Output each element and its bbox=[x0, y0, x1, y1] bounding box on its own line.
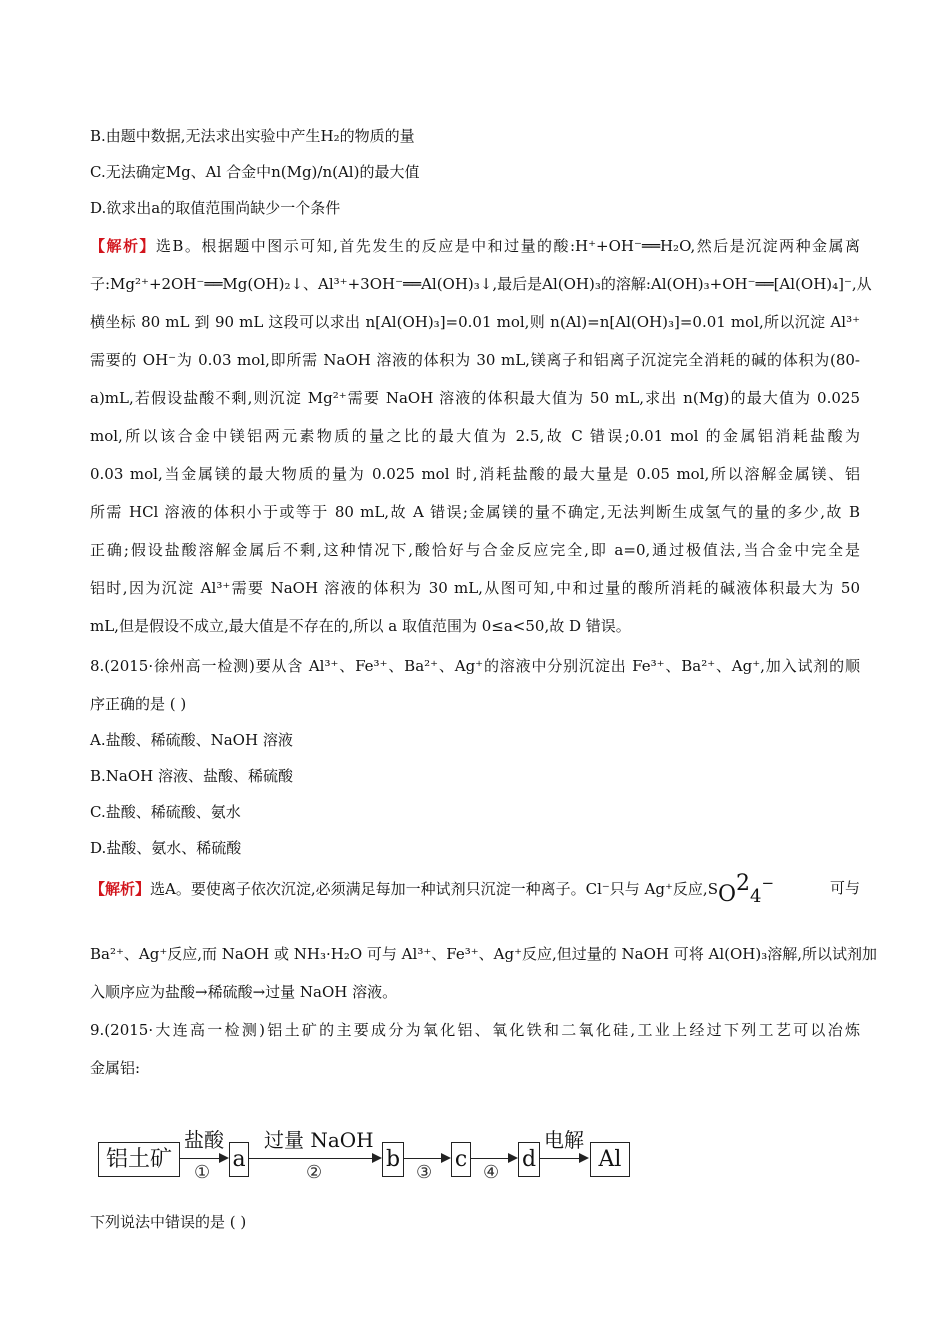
analysis-tag: 【解析】 bbox=[90, 880, 151, 898]
q8-stem-line-1: 8.(2015·徐州高一检测)要从含 Al³⁺、Fe³⁺、Ba²⁺、Ag⁺的溶液中分别沉淀出 Fe³⁺、Ba²⁺、Ag⁺,加入试剂的顺 bbox=[90, 657, 860, 675]
flow-arrowhead-4 bbox=[508, 1153, 518, 1163]
flow-arrow-4 bbox=[471, 1158, 511, 1159]
flow-label-naoh: 过量 NaOH bbox=[264, 1128, 374, 1152]
q9-stem-line-2: 金属铝: bbox=[90, 1059, 141, 1077]
flow-node-a: a bbox=[229, 1142, 249, 1177]
analysis7-line-9: 正确;假设盐酸溶解金属后不剩,这种情况下,酸恰好与合金反应完全,即 a=0,通过极值法,当合金中完全是 bbox=[90, 541, 860, 559]
analysis8-text-end: 可与 bbox=[829, 879, 860, 897]
option-c-prev: C.无法确定Mg、Al 合金中n(Mg)/n(Al)的最大值 bbox=[90, 163, 420, 181]
analysis8-line-2: Ba²⁺、Ag⁺反应,而 NaOH 或 NH₃·H₂O 可与 Al³⁺、Fe³⁺、Ag⁺反应,但过量的 NaOH 可将 Al(OH)₃溶解,所以试剂加 bbox=[90, 945, 878, 963]
flow-arrow-5 bbox=[540, 1158, 582, 1159]
sulfate-formula: SO24− bbox=[707, 871, 775, 907]
q8-option-d: D.盐酸、氨水、稀硫酸 bbox=[90, 839, 242, 857]
q9-stem-line-1: 9.(2015·大连高一检测)铝土矿的主要成分为氧化铝、氧化铁和二氧化硅,工业上经过下列工艺可以冶炼 bbox=[90, 1021, 860, 1039]
flow-node-c: c bbox=[451, 1142, 471, 1177]
q8-option-a: A.盐酸、稀硫酸、NaOH 溶液 bbox=[90, 731, 293, 749]
flow-node-b: b bbox=[382, 1142, 404, 1177]
flow-arrowhead-2 bbox=[372, 1153, 382, 1163]
flow-node-bauxite: 铝土矿 bbox=[98, 1142, 180, 1177]
flow-step-1: ① bbox=[194, 1162, 211, 1183]
analysis7-line-11: mL,但是假设不成立,最大值是不存在的,所以 a 取值范围为 0≤a<50,故 D 错误。 bbox=[90, 617, 631, 635]
analysis-tag: 【解析】 bbox=[90, 237, 156, 255]
flow-node-al: Al bbox=[590, 1142, 630, 1177]
flow-label-hcl: 盐酸 bbox=[184, 1128, 224, 1152]
q8-option-c: C.盐酸、稀硫酸、氨水 bbox=[90, 803, 241, 821]
process-flow-diagram bbox=[98, 1128, 638, 1183]
flow-label-electrolysis: 电解 bbox=[544, 1128, 584, 1152]
flow-arrow-2 bbox=[249, 1158, 375, 1159]
option-b-prev: B.由题中数据,无法求出实验中产生H₂的物质的量 bbox=[90, 127, 415, 145]
analysis7-line-2: 子:Mg²⁺+2OH⁻══Mg(OH)₂↓、Al³⁺+3OH⁻══Al(OH)₃↓,最后是Al(OH)₃的溶解:Al(OH)₃+OH⁻══[Al(OH)₄]⁻,从 bbox=[90, 275, 872, 293]
analysis8-line-3: 入顺序应为盐酸→稀硫酸→过量 NaOH 溶液。 bbox=[90, 983, 398, 1001]
flow-step-2: ② bbox=[306, 1162, 323, 1183]
analysis7-line-1 bbox=[90, 236, 860, 256]
analysis7-text: 选B。根据题中图示可知,首先发生的反应是中和过量的酸:H⁺+OH⁻══H₂O,然后是沉淀两种金属离 bbox=[155, 237, 860, 255]
flow-arrow-1 bbox=[180, 1158, 222, 1159]
q9-question: 下列说法中错误的是 ( ) bbox=[90, 1213, 247, 1231]
analysis7-line-3: 横坐标 80 mL 到 90 mL 这段可以求出 n[Al(OH)₃]=0.01 mol,则 n(Al)=n[Al(OH)₃]=0.01 mol,所以沉淀 Al³⁺ bbox=[90, 313, 860, 331]
q8-option-b: B.NaOH 溶液、盐酸、稀硫酸 bbox=[90, 767, 294, 785]
flow-arrow-3 bbox=[404, 1158, 444, 1159]
option-d-prev: D.欲求出a的取值范围尚缺少一个条件 bbox=[90, 199, 341, 217]
flow-arrowhead-1 bbox=[219, 1153, 229, 1163]
analysis7-line-6: mol,所以该合金中镁铝两元素物质的量之比的最大值为 2.5,故 C 错误;0.01 mol 的金属铝消耗盐酸为 bbox=[90, 427, 860, 445]
flow-arrowhead-5 bbox=[579, 1153, 589, 1163]
q8-stem-line-2: 序正确的是 ( ) bbox=[90, 695, 187, 713]
analysis7-line-7: 0.03 mol,当金属镁的最大物质的量为 0.025 mol 时,消耗盐酸的最大量是 0.05 mol,所以溶解金属镁、铝 bbox=[90, 465, 860, 483]
analysis8-text: 选A。要使离子依次沉淀,必须满足每加一种试剂只沉淀一种离子。Cl⁻只与 Ag⁺反应, bbox=[150, 880, 708, 898]
analysis8-line-1 bbox=[90, 871, 860, 907]
flow-step-4: ④ bbox=[483, 1162, 500, 1183]
flow-arrowhead-3 bbox=[441, 1153, 451, 1163]
analysis7-line-5: a)mL,若假设盐酸不剩,则沉淀 Mg²⁺需要 NaOH 溶液的体积最大值为 50 mL,求出 n(Mg)的最大值为 0.025 bbox=[90, 389, 860, 407]
analysis7-line-8: 所需 HCl 溶液的体积小于或等于 80 mL,故 A 错误;金属镁的量不确定,无法判断生成氢气的量的多少,故 B bbox=[90, 503, 860, 521]
analysis7-line-10: 铝时,因为沉淀 Al³⁺需要 NaOH 溶液的体积为 30 mL,从图可知,中和过量的酸所消耗的碱液体积最大为 50 bbox=[90, 579, 860, 597]
flow-step-3: ③ bbox=[416, 1162, 433, 1183]
analysis7-line-4: 需要的 OH⁻为 0.03 mol,即所需 NaOH 溶液的体积为 30 mL,镁离子和铝离子沉淀完全消耗的碱的体积为(80- bbox=[90, 351, 860, 369]
flow-node-d: d bbox=[518, 1142, 540, 1177]
